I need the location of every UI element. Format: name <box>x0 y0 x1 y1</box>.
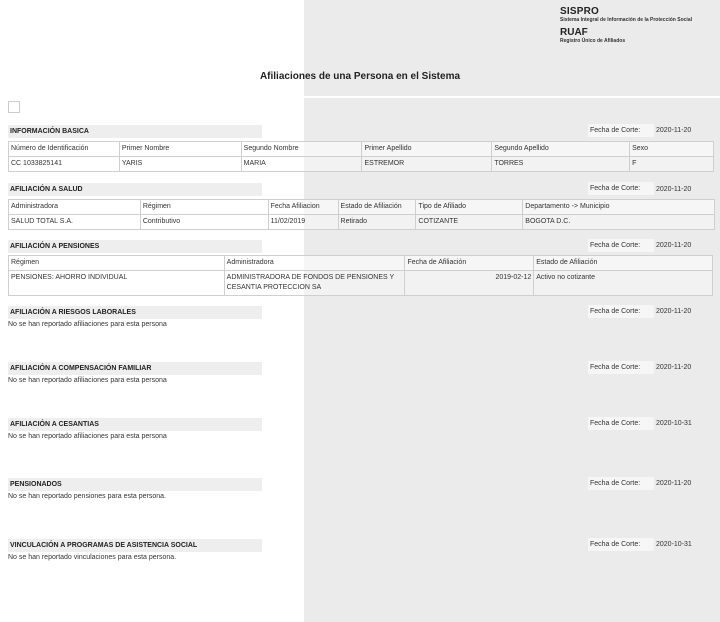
corte-value-pensiones: 2020-11-20 <box>656 242 692 249</box>
corte-value-compensacion: 2020-11-20 <box>656 364 692 371</box>
cell-primer-nombre: YARIS <box>119 157 241 172</box>
header-cell: Sexo <box>630 142 714 157</box>
corte-value-cesantias: 2020-10-31 <box>656 420 692 427</box>
cell-departamento-municipio: BOGOTA D.C. <box>523 215 715 230</box>
section-title-cesantias: AFILIACIÓN A CESANTIAS <box>8 418 262 431</box>
table-pensiones <box>8 255 713 296</box>
header-cell: Estado de Afiliación <box>338 200 416 215</box>
cell-segundo-apellido: TORRES <box>492 157 630 172</box>
corte-label-basica: Fecha de Corte: <box>588 124 654 137</box>
corte-label-compensacion: Fecha de Corte: <box>588 361 654 374</box>
select-checkbox[interactable] <box>8 101 20 113</box>
empty-message-riesgos: No se han reportado afiliaciones para esta persona <box>8 321 167 328</box>
empty-message-asistencia: No se han reportado vinculaciones para esta persona. <box>8 554 177 561</box>
cell-administradora: ADMINISTRADORA DE FONDOS DE PENSIONES Y CESANTIA PROTECCION SA <box>224 271 405 296</box>
logo-ruaf-subtitle: Registro Único de Afiliados <box>560 38 626 44</box>
header-cell: Administradora <box>9 200 141 215</box>
section-title-asistencia: VINCULACIÓN A PROGRAMAS DE ASISTENCIA SOCIAL <box>8 539 262 552</box>
cell-segundo-nombre: MARIA <box>241 157 362 172</box>
header-cell: Estado de Afiliación <box>534 256 713 271</box>
header-cell: Segundo Apellido <box>492 142 630 157</box>
header-cell: Administradora <box>224 256 405 271</box>
header-cell: Primer Nombre <box>119 142 241 157</box>
table-header-row <box>9 142 714 157</box>
cell-regimen: Contributivo <box>140 215 268 230</box>
cell-estado-afiliacion: Activo no cotizante <box>534 271 713 296</box>
cell-identificacion: CC 1033825141 <box>9 157 120 172</box>
corte-label-pensiones: Fecha de Corte: <box>588 239 654 252</box>
header-cell: Fecha Afiliacion <box>268 200 338 215</box>
header-cell: Régimen <box>140 200 268 215</box>
empty-message-compensacion: No se han reportado afiliaciones para esta persona <box>8 377 167 384</box>
section-title-riesgos: AFILIACIÓN A RIESGOS LABORALES <box>8 306 262 319</box>
table-header-row <box>9 256 713 271</box>
table-row <box>9 271 713 296</box>
section-title-basica: INFORMACIÓN BASICA <box>8 125 262 138</box>
table-header-row <box>9 200 715 215</box>
cell-primer-apellido: ESTREMOR <box>362 157 492 172</box>
cell-estado-afiliacion: Retirado <box>338 215 416 230</box>
corte-value-riesgos: 2020-11-20 <box>656 308 692 315</box>
section-title-pensiones: AFILIACIÓN A PENSIONES <box>8 240 262 253</box>
section-title-pensionados: PENSIONADOS <box>8 478 262 491</box>
header-cell: Régimen <box>9 256 225 271</box>
header-cell: Segundo Nombre <box>241 142 362 157</box>
cell-sexo: F <box>630 157 714 172</box>
title-divider <box>304 96 720 98</box>
page-title: Afiliaciones de una Persona en el Sistema <box>259 71 461 82</box>
header-cell: Número de Identificación <box>9 142 120 157</box>
header-cell: Fecha de Afiliación <box>405 256 534 271</box>
empty-message-pensionados: No se han reportado pensiones para esta persona. <box>8 493 166 500</box>
logo-ruaf: RUAF <box>560 27 588 38</box>
section-title-salud: AFILIACIÓN A SALUD <box>8 183 262 196</box>
corte-label-riesgos: Fecha de Corte: <box>588 305 654 318</box>
sispro-ruaf-logo <box>560 6 692 44</box>
logo-sispro-subtitle: Sistema Integral de Información de la Protección Social <box>560 17 692 23</box>
empty-message-cesantias: No se han reportado afiliaciones para esta persona <box>8 433 167 440</box>
cell-tipo-afiliado: COTIZANTE <box>416 215 523 230</box>
corte-label-salud: Fecha de Corte: <box>588 182 654 195</box>
corte-value-asistencia: 2020-10-31 <box>656 541 692 548</box>
corte-label-cesantias: Fecha de Corte: <box>588 417 654 430</box>
table-row <box>9 157 714 172</box>
table-row <box>9 215 715 230</box>
corte-label-pensionados: Fecha de Corte: <box>588 477 654 490</box>
table-basica <box>8 141 714 172</box>
table-salud <box>8 199 715 230</box>
corte-value-basica: 2020-11-20 <box>656 127 692 134</box>
cell-administradora: SALUD TOTAL S.A. <box>9 215 141 230</box>
header-cell: Tipo de Afiliado <box>416 200 523 215</box>
corte-label-asistencia: Fecha de Corte: <box>588 538 654 551</box>
cell-fecha-afiliacion: 2019-02-12 <box>405 271 534 296</box>
corte-value-salud: 2020-11-20 <box>656 186 692 193</box>
header-cell: Departamento -> Municipio <box>523 200 715 215</box>
header-cell: Primer Apellido <box>362 142 492 157</box>
logo-sispro: SISPRO <box>560 6 599 17</box>
cell-fecha-afiliacion: 11/02/2019 <box>268 215 338 230</box>
corte-value-pensionados: 2020-11-20 <box>656 480 692 487</box>
cell-regimen: PENSIONES: AHORRO INDIVIDUAL <box>9 271 225 296</box>
section-title-compensacion: AFILIACIÓN A COMPENSACIÓN FAMILIAR <box>8 362 262 375</box>
